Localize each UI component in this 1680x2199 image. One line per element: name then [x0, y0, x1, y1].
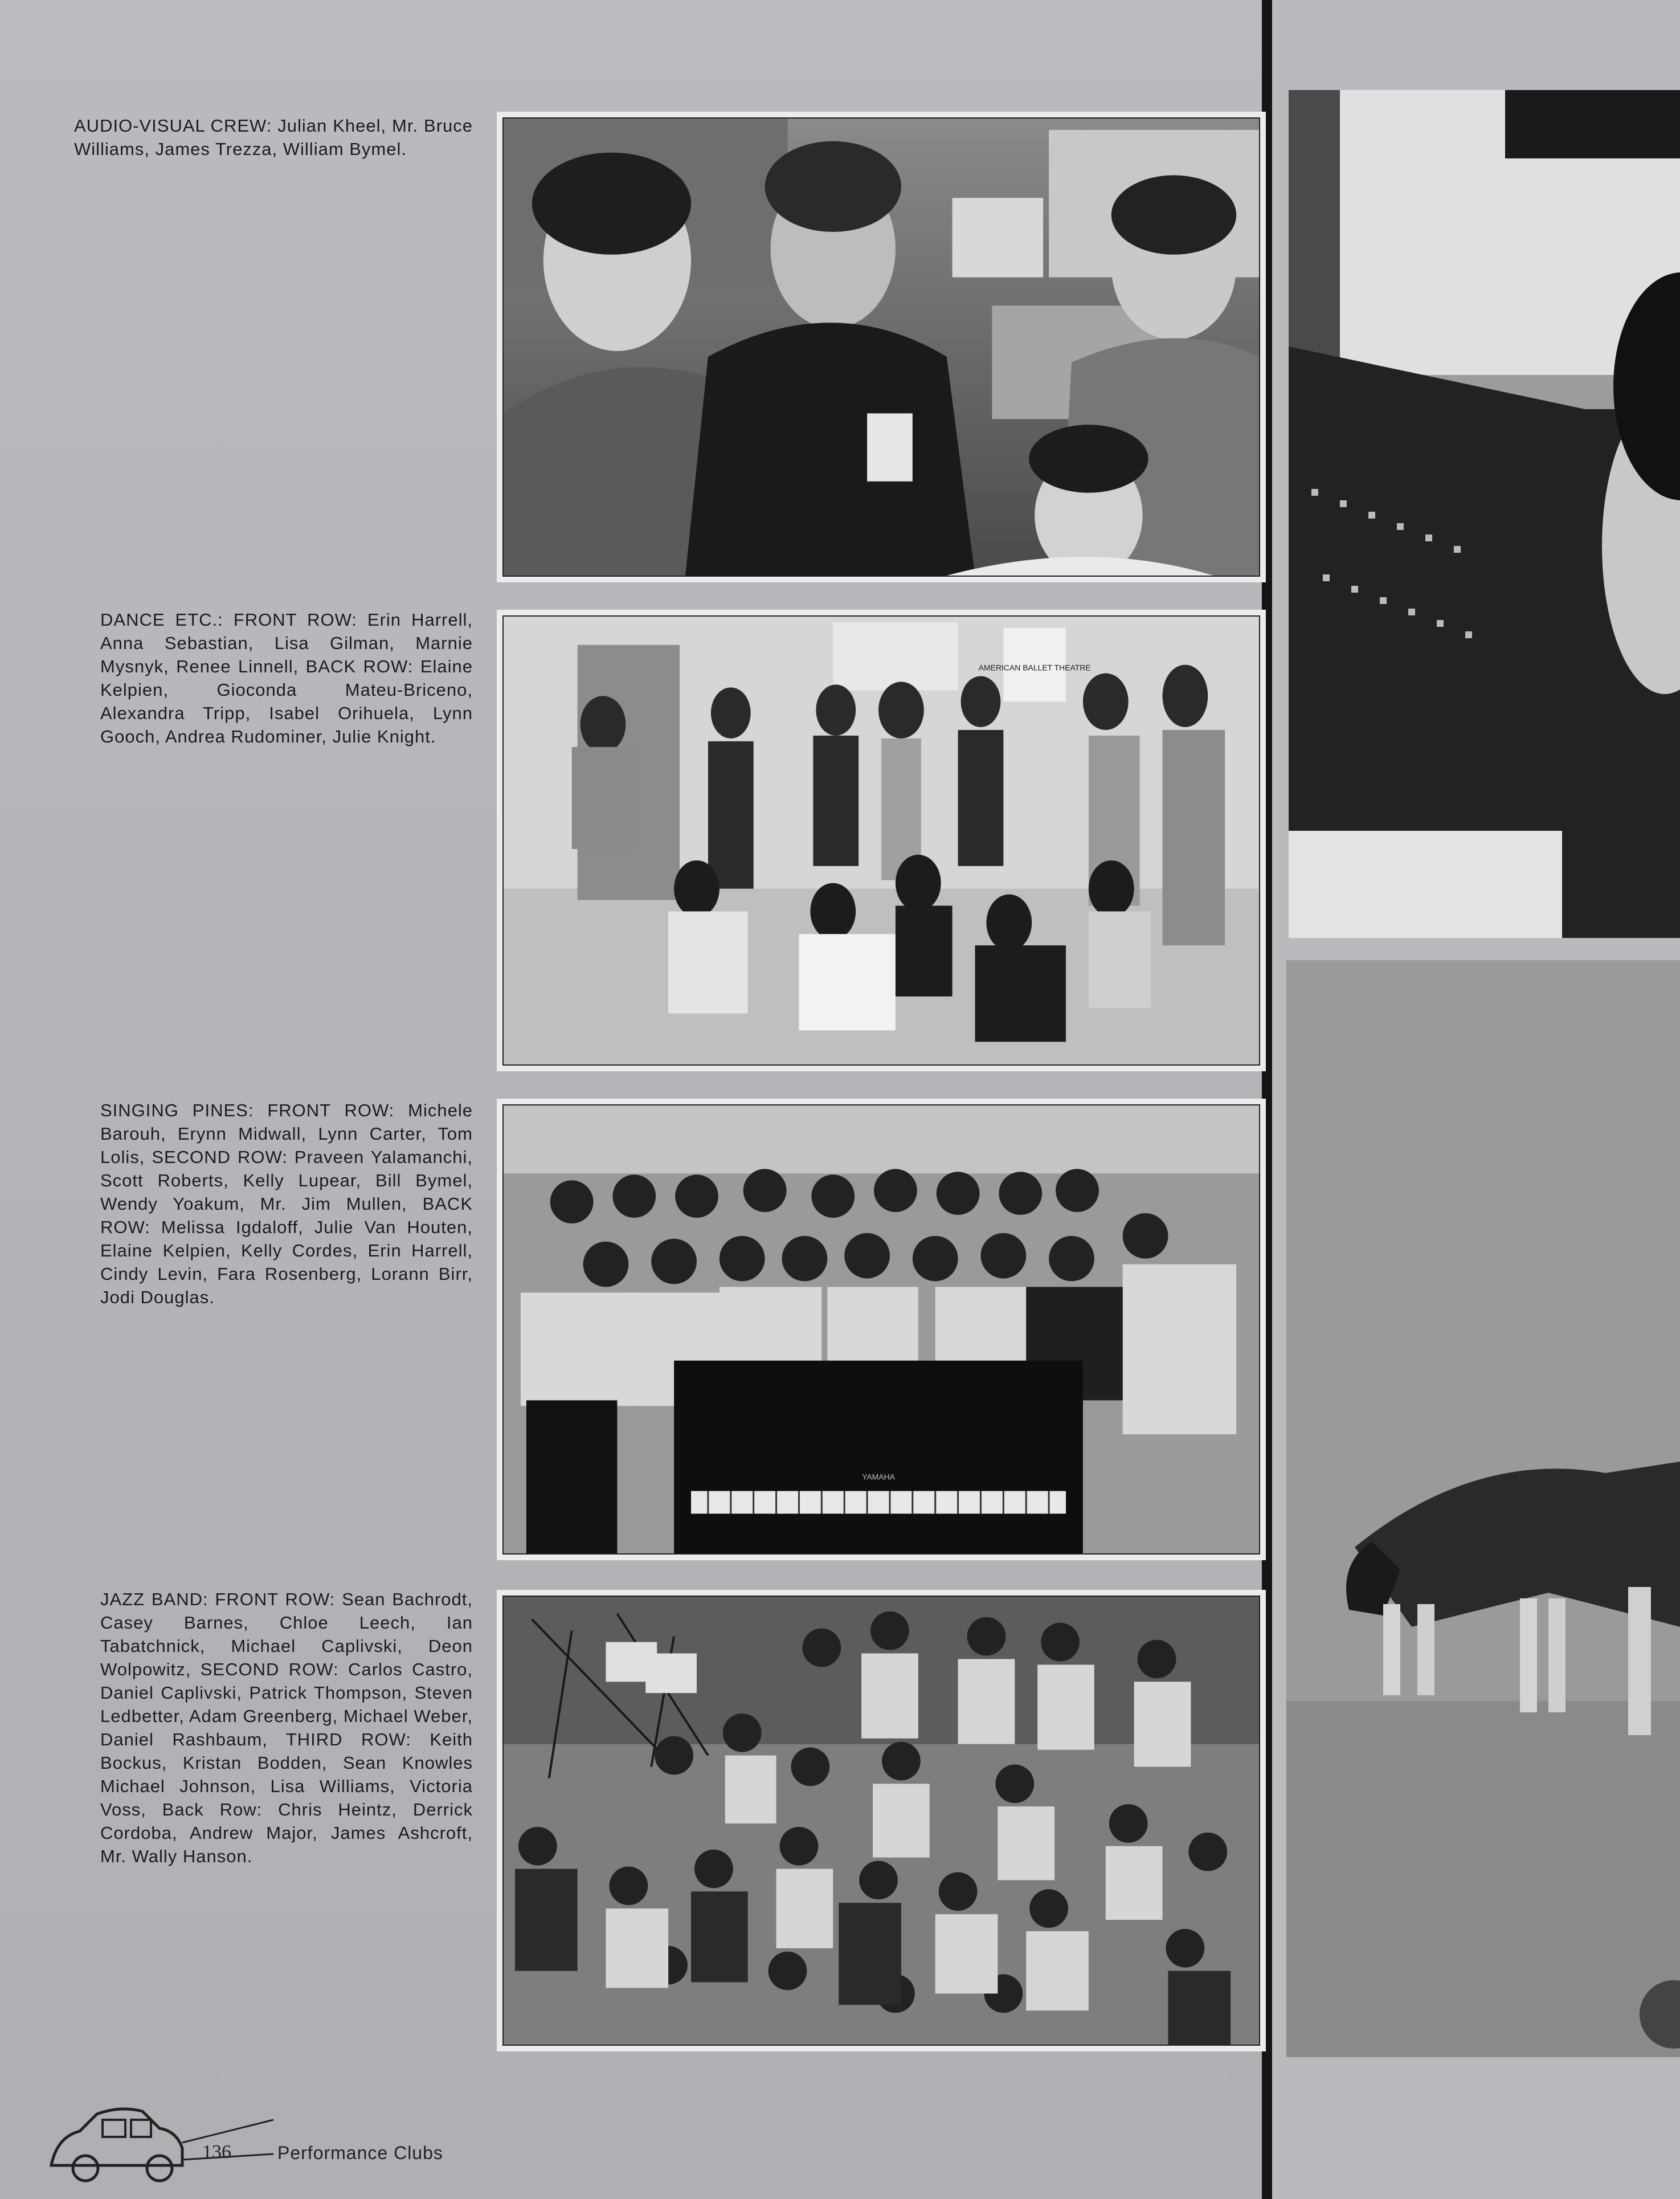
caption-jazz-band: JAZZ BAND: FRONT ROW: Sean Bachrodt, Casey Barnes, Chloe Leech, Ian Tabatchnick, Michael Caplivski, Deon Wolpowitz, SECOND ROW: Carlos Castro, Daniel Caplivski, Patrick Thompson, Steven Ledbetter, Adam Greenberg, Michael Weber, Daniel Rashbaum, THIRD ROW: Keith Bockus, Kristan Bodden, Sean Knowles Michael Johnson, Lisa Williams, Victoria Voss, Back Row: Chris Heintz, Derrick Cordoba, Andrew Major, James Ashcroft, Mr. Wally Hanson.	[100, 1589, 473, 1866]
dance-photo-frame	[497, 610, 1266, 1071]
caption-audio-visual-crew: AUDIO-VISUAL CREW: Julian Kheel, Mr. Bruce Williams, James Trezza, William Bymel.	[74, 116, 473, 159]
caption-singing-pines: SINGING PINES: FRONT ROW: Michele Barouh, Erynn Midwall, Lynn Carter, Tom Lolis, SECOND ROW: Praveen Yalamanchi, Scott Roberts, Kelly Lupear, Bill Bymel, Wendy Yoakum, Mr. Jim Mullen, BACK ROW: Melissa Igdaloff, Julie Van Houten, Elaine Kelpien, Kelly Cordes, Erin Harrell, Cindy Levin, Fara Rosenberg, Lorann Birr, Jodi Douglas.	[100, 1100, 473, 1307]
jazz-band-photo-frame	[497, 1590, 1266, 2051]
mixing-board-photo	[1289, 90, 1680, 938]
audio-visual-photo-frame	[497, 112, 1266, 582]
jazz-band-photo	[502, 1596, 1260, 2046]
section-title: Performance Clubs	[277, 2143, 443, 2163]
audio-visual-photo	[502, 117, 1260, 577]
singing-pines-photo	[502, 1104, 1260, 1555]
piano-brand-label: YAMAHA	[862, 1472, 895, 1482]
caption-dance-etc: DANCE ETC.: FRONT ROW: Erin Harrell, Anna Sebastian, Lisa Gilman, Marnie Mysnyk, Renee Linnell, BACK ROW: Elaine Kelpien, Gioconda Mateu-Briceno, Alexandra Tripp, Isabel Orihuela, Lynn Gooch, Andrea Rudominer, Julie Knight.	[100, 610, 473, 746]
singing-pines-photo-frame	[497, 1099, 1266, 1560]
dance-photo	[502, 615, 1260, 1066]
page-number: 136	[202, 2141, 231, 2163]
dance-poster-text: AMERICAN BALLET THEATRE	[978, 663, 1091, 672]
dance-performance-photo	[1286, 960, 1680, 2057]
car-logo-icon	[46, 2097, 285, 2182]
